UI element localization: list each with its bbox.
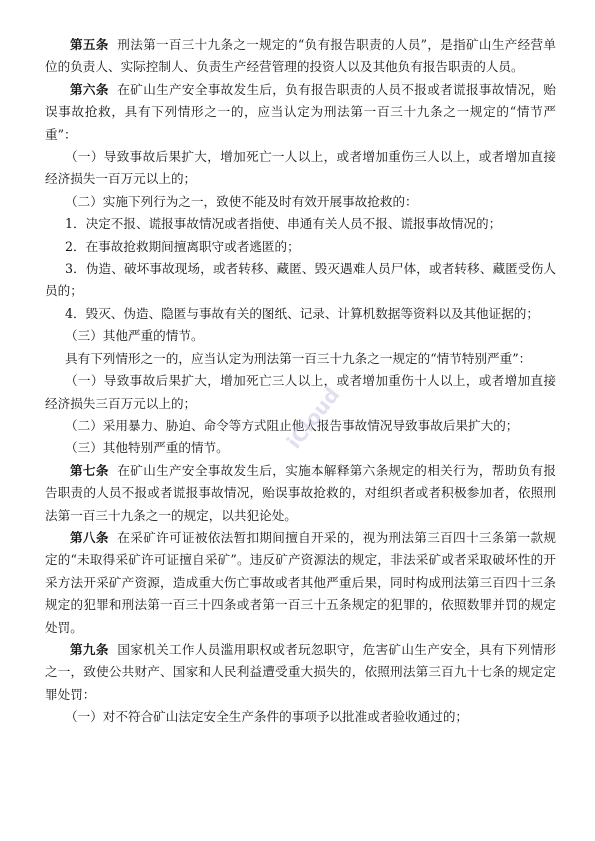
article-6-serious-intro: 具有下列情形之一的，应当认定为刑法第一百三十九条之一规定的“情节特别严重”： bbox=[65, 350, 532, 366]
article-8-text: 在采矿许可证被依法暂扣期间擅自开采的，视为刑法第三百四十三条第一款规定的“未取得采矿许可证擅自采矿”。违反矿产资源法的规定，非法采矿或者采取破坏性的开采方法开采矿产资源，造成重大伤亡事故或者其他严重后果，同时构成刑法第三百四十三条规定的犯罪和刑法第一百三十四条或者第一百三十五条规定的犯罪的，依照数罪并罚的规定处罚。 bbox=[45, 529, 556, 635]
article-9-text: 国家机关工作人员滥用职权或者玩忽职守，危害矿山生产安全，具有下列情形之一，致使公共财产、国家和人民利益遭受重大损失的，依照刑法第三百九十七条的规定定罪处罚： bbox=[45, 641, 556, 702]
article-8 bbox=[45, 527, 556, 639]
article-5-text: 刑法第一百三十九条之一规定的“负有报告职责的人员”，是指矿山生产经营单位的负责人、实际控制人、负责生产经营管理的投资人以及其他负有报告职责的人员。 bbox=[45, 37, 556, 75]
article-6-heading: 第六条 bbox=[70, 81, 109, 97]
article-6-item: （一）导致事故后果扩大，增加死亡一人以上，或者增加重伤三人以上，或者增加直接经济损失一百万元以上的； bbox=[45, 149, 556, 187]
article-9-item: （一）对不符合矿山法定安全生产条件的事项予以批准或者验收通过的； bbox=[65, 709, 468, 725]
watermark: iCloud bbox=[281, 382, 345, 454]
article-6-item: （二）实施下列行为之一，致使不能及时有效开展事故抢救的： bbox=[65, 193, 418, 209]
article-6-serious-item: （一）导致事故后果扩大，增加死亡三人以上，或者增加重伤十人以上，或者增加直接经济损失三百万元以上的； bbox=[45, 373, 556, 411]
article-5 bbox=[45, 34, 556, 79]
article-6-item: （三）其他严重的情节。 bbox=[65, 328, 204, 344]
article-6-text: 在矿山生产安全事故发生后，负有报告职责的人员不报或者谎报事故情况，贻误事故抢救，具有下列情形之一的，应当认定为刑法第一百三十九条之一规定的“情节严重”： bbox=[45, 81, 556, 142]
article-6-serious-item: （三）其他特别严重的情节。 bbox=[65, 440, 229, 456]
article-9-heading: 第九条 bbox=[70, 641, 109, 657]
article-6-subitem: 2．在事故抢救期间擅离职守或者逃匿的； bbox=[65, 238, 300, 254]
document-body bbox=[45, 34, 556, 729]
article-7-heading: 第七条 bbox=[70, 462, 109, 478]
article-7 bbox=[45, 460, 556, 527]
article-9 bbox=[45, 639, 556, 706]
article-5-heading: 第五条 bbox=[70, 37, 109, 52]
article-6-subitem: 1．决定不报、谎报事故情况或者指使、串通有关人员不报、谎报事故情况的； bbox=[65, 216, 502, 232]
article-6-subitem: 3．伪造、破坏事故现场，或者转移、藏匿、毁灭遇难人员尸体，或者转移、藏匿受伤人员的； bbox=[45, 261, 556, 299]
article-6-serious-item: （二）采用暴力、胁迫、命令等方式阻止他人报告事故情况导致事故后果扩大的； bbox=[65, 417, 519, 433]
article-7-text: 在矿山生产安全事故发生后，实施本解释第六条规定的相关行为，帮助负有报告职责的人员不报或者谎报事故情况，贻误事故抢救的，对组织者或者积极参加者，依照刑法第一百三十九条之一的规定，以共犯论处。 bbox=[45, 462, 556, 523]
article-6-subitem: 4．毁灭、伪造、隐匿与事故有关的图纸、记录、计算机数据等资料以及其他证据的； bbox=[65, 305, 539, 321]
article-6 bbox=[45, 79, 556, 146]
article-8-heading: 第八条 bbox=[70, 529, 109, 545]
